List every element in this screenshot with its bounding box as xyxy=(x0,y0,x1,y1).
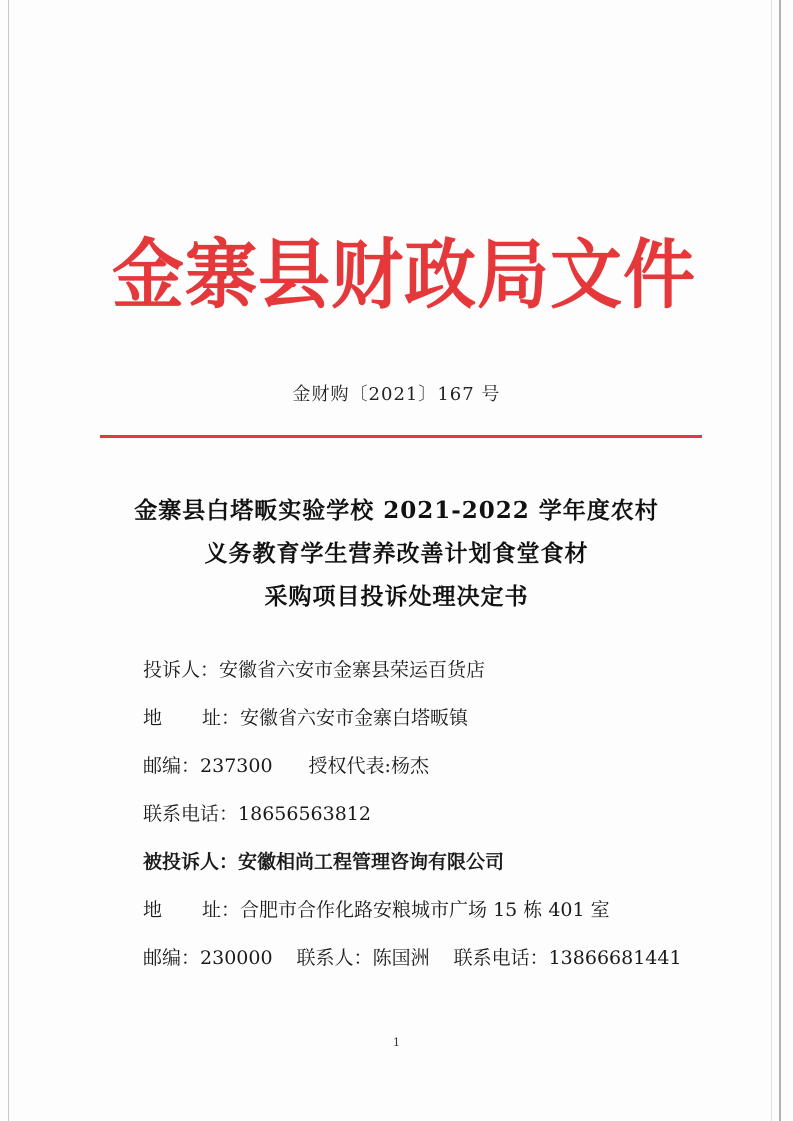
respondent-phone: 13866681441 xyxy=(548,947,682,969)
document-masthead: 金寨县财政局文件 xyxy=(112,230,697,320)
respondent-postcode: 230000 xyxy=(200,947,273,969)
complainant-address: 安徽省六安市金寨白塔畈镇 xyxy=(240,707,469,729)
complainant-name-line xyxy=(143,650,703,698)
respondent-postcode-label: 邮编： xyxy=(143,947,201,969)
complainant-postcode-line xyxy=(143,746,703,794)
page-number: 1 xyxy=(393,1036,400,1049)
red-divider-rule xyxy=(100,435,702,438)
complainant-rep: 杨杰 xyxy=(390,755,429,777)
complainant-address-label-2: 址： xyxy=(202,707,241,729)
respondent-label: 被投诉人： xyxy=(143,851,239,873)
complainant-phone-line xyxy=(143,794,703,842)
complainant-postcode: 237300 xyxy=(200,755,273,777)
respondent-phone-label: 联系电话： xyxy=(453,947,549,969)
complainant-rep-label: 授权代表: xyxy=(308,755,391,777)
respondent-address: 合肥市合作化路安粮城市广场 15 栋 401 室 xyxy=(240,899,610,921)
complainant-name: 安徽省六安市金寨县荣运百货店 xyxy=(219,659,486,681)
respondent-address-line xyxy=(143,890,703,938)
title-line-1: 金寨县白塔畈实验学校 2021-2022 学年度农村 xyxy=(134,497,659,524)
complainant-phone-label: 联系电话： xyxy=(143,803,239,825)
respondent-address-label-2: 址： xyxy=(202,899,241,921)
document-title xyxy=(0,489,793,618)
respondent-contact-label: 联系人： xyxy=(296,947,373,969)
respondent-postcode-line xyxy=(143,938,703,986)
title-line-2: 义务教育学生营养改善计划食堂食材 xyxy=(204,540,589,567)
title-line-3: 采购项目投诉处理决定书 xyxy=(264,583,529,610)
complainant-address-label-1: 地 xyxy=(143,707,163,729)
respondent-address-label-1: 地 xyxy=(143,899,163,921)
party-information xyxy=(143,650,703,986)
complainant-address-line xyxy=(143,698,703,746)
complainant-postcode-label: 邮编： xyxy=(143,755,201,777)
respondent-contact: 陈国洲 xyxy=(372,947,430,969)
complainant-phone: 18656563812 xyxy=(238,803,371,825)
complainant-label: 投诉人： xyxy=(143,659,220,681)
document-number: 金财购〔2021〕167 号 xyxy=(292,384,501,405)
respondent-name: 安徽相尚工程管理咨询有限公司 xyxy=(238,851,505,873)
respondent-name-line xyxy=(143,842,703,890)
